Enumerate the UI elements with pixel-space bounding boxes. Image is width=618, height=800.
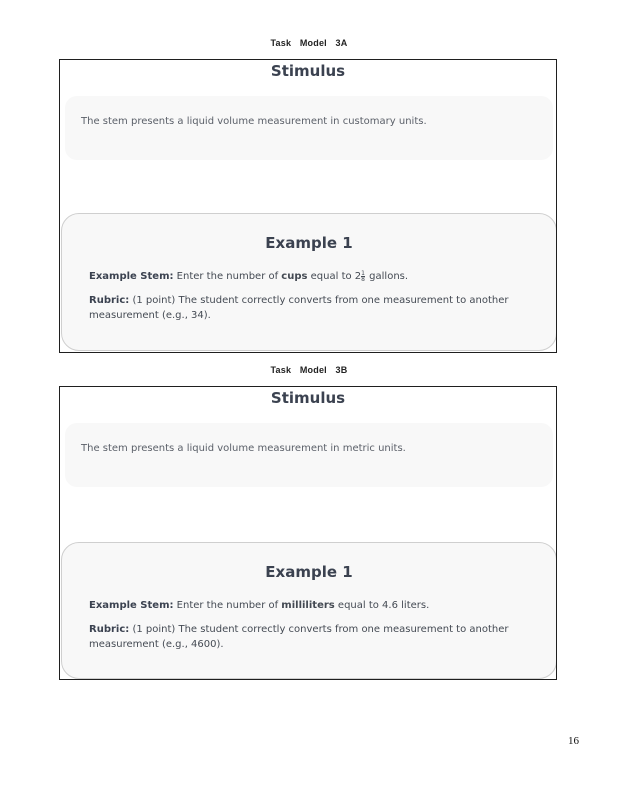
example-rubric <box>89 622 529 652</box>
task-model-3a-frame <box>59 59 557 353</box>
fraction-numerator: 1 <box>361 269 365 277</box>
stimulus-text: The stem presents a liquid volume measurement in customary units. <box>81 116 427 127</box>
example-stem-text: Enter the number of <box>173 271 282 282</box>
example-heading: Example 1 <box>265 563 353 581</box>
example-box <box>61 213 557 351</box>
stimulus-heading: Stimulus <box>270 62 346 80</box>
example-stem <box>89 598 529 613</box>
task-model-3b-frame <box>59 386 557 680</box>
rubric-text: (1 point) The student correctly converts from one measurement to another measurement (e.g., 4600). <box>89 624 509 650</box>
example-stem-label: Example Stem: <box>89 271 174 282</box>
fraction-denominator: 8 <box>361 275 365 283</box>
example-stem-unit: cups <box>281 271 308 282</box>
example-stem-text: gallons. <box>365 271 409 282</box>
example-heading: Example 1 <box>265 234 353 252</box>
rubric-label: Rubric: <box>89 295 130 306</box>
example-stem-unit: milliliters <box>281 600 335 611</box>
stimulus-text: The stem presents a liquid volume measurement in metric units. <box>81 443 406 454</box>
example-rubric <box>89 293 529 323</box>
stimulus-box <box>65 423 553 487</box>
task-model-title: Task Model 3B <box>270 365 348 375</box>
example-stem-text: Enter the number of <box>173 600 282 611</box>
page-number: 16 <box>568 735 579 747</box>
stimulus-box <box>65 96 553 160</box>
stimulus-heading: Stimulus <box>270 389 346 407</box>
example-stem-label: Example Stem: <box>89 600 174 611</box>
example-stem-text: equal to 4.6 liters. <box>334 600 430 611</box>
example-box <box>61 542 557 679</box>
rubric-text: (1 point) The student correctly converts from one measurement to another measurement (e.g., 34). <box>89 295 509 321</box>
example-stem <box>89 269 529 284</box>
task-model-title: Task Model 3A <box>270 38 348 48</box>
mixed-number-fraction <box>361 271 365 282</box>
example-stem-text: equal to 2 <box>307 271 362 282</box>
rubric-label: Rubric: <box>89 624 130 635</box>
